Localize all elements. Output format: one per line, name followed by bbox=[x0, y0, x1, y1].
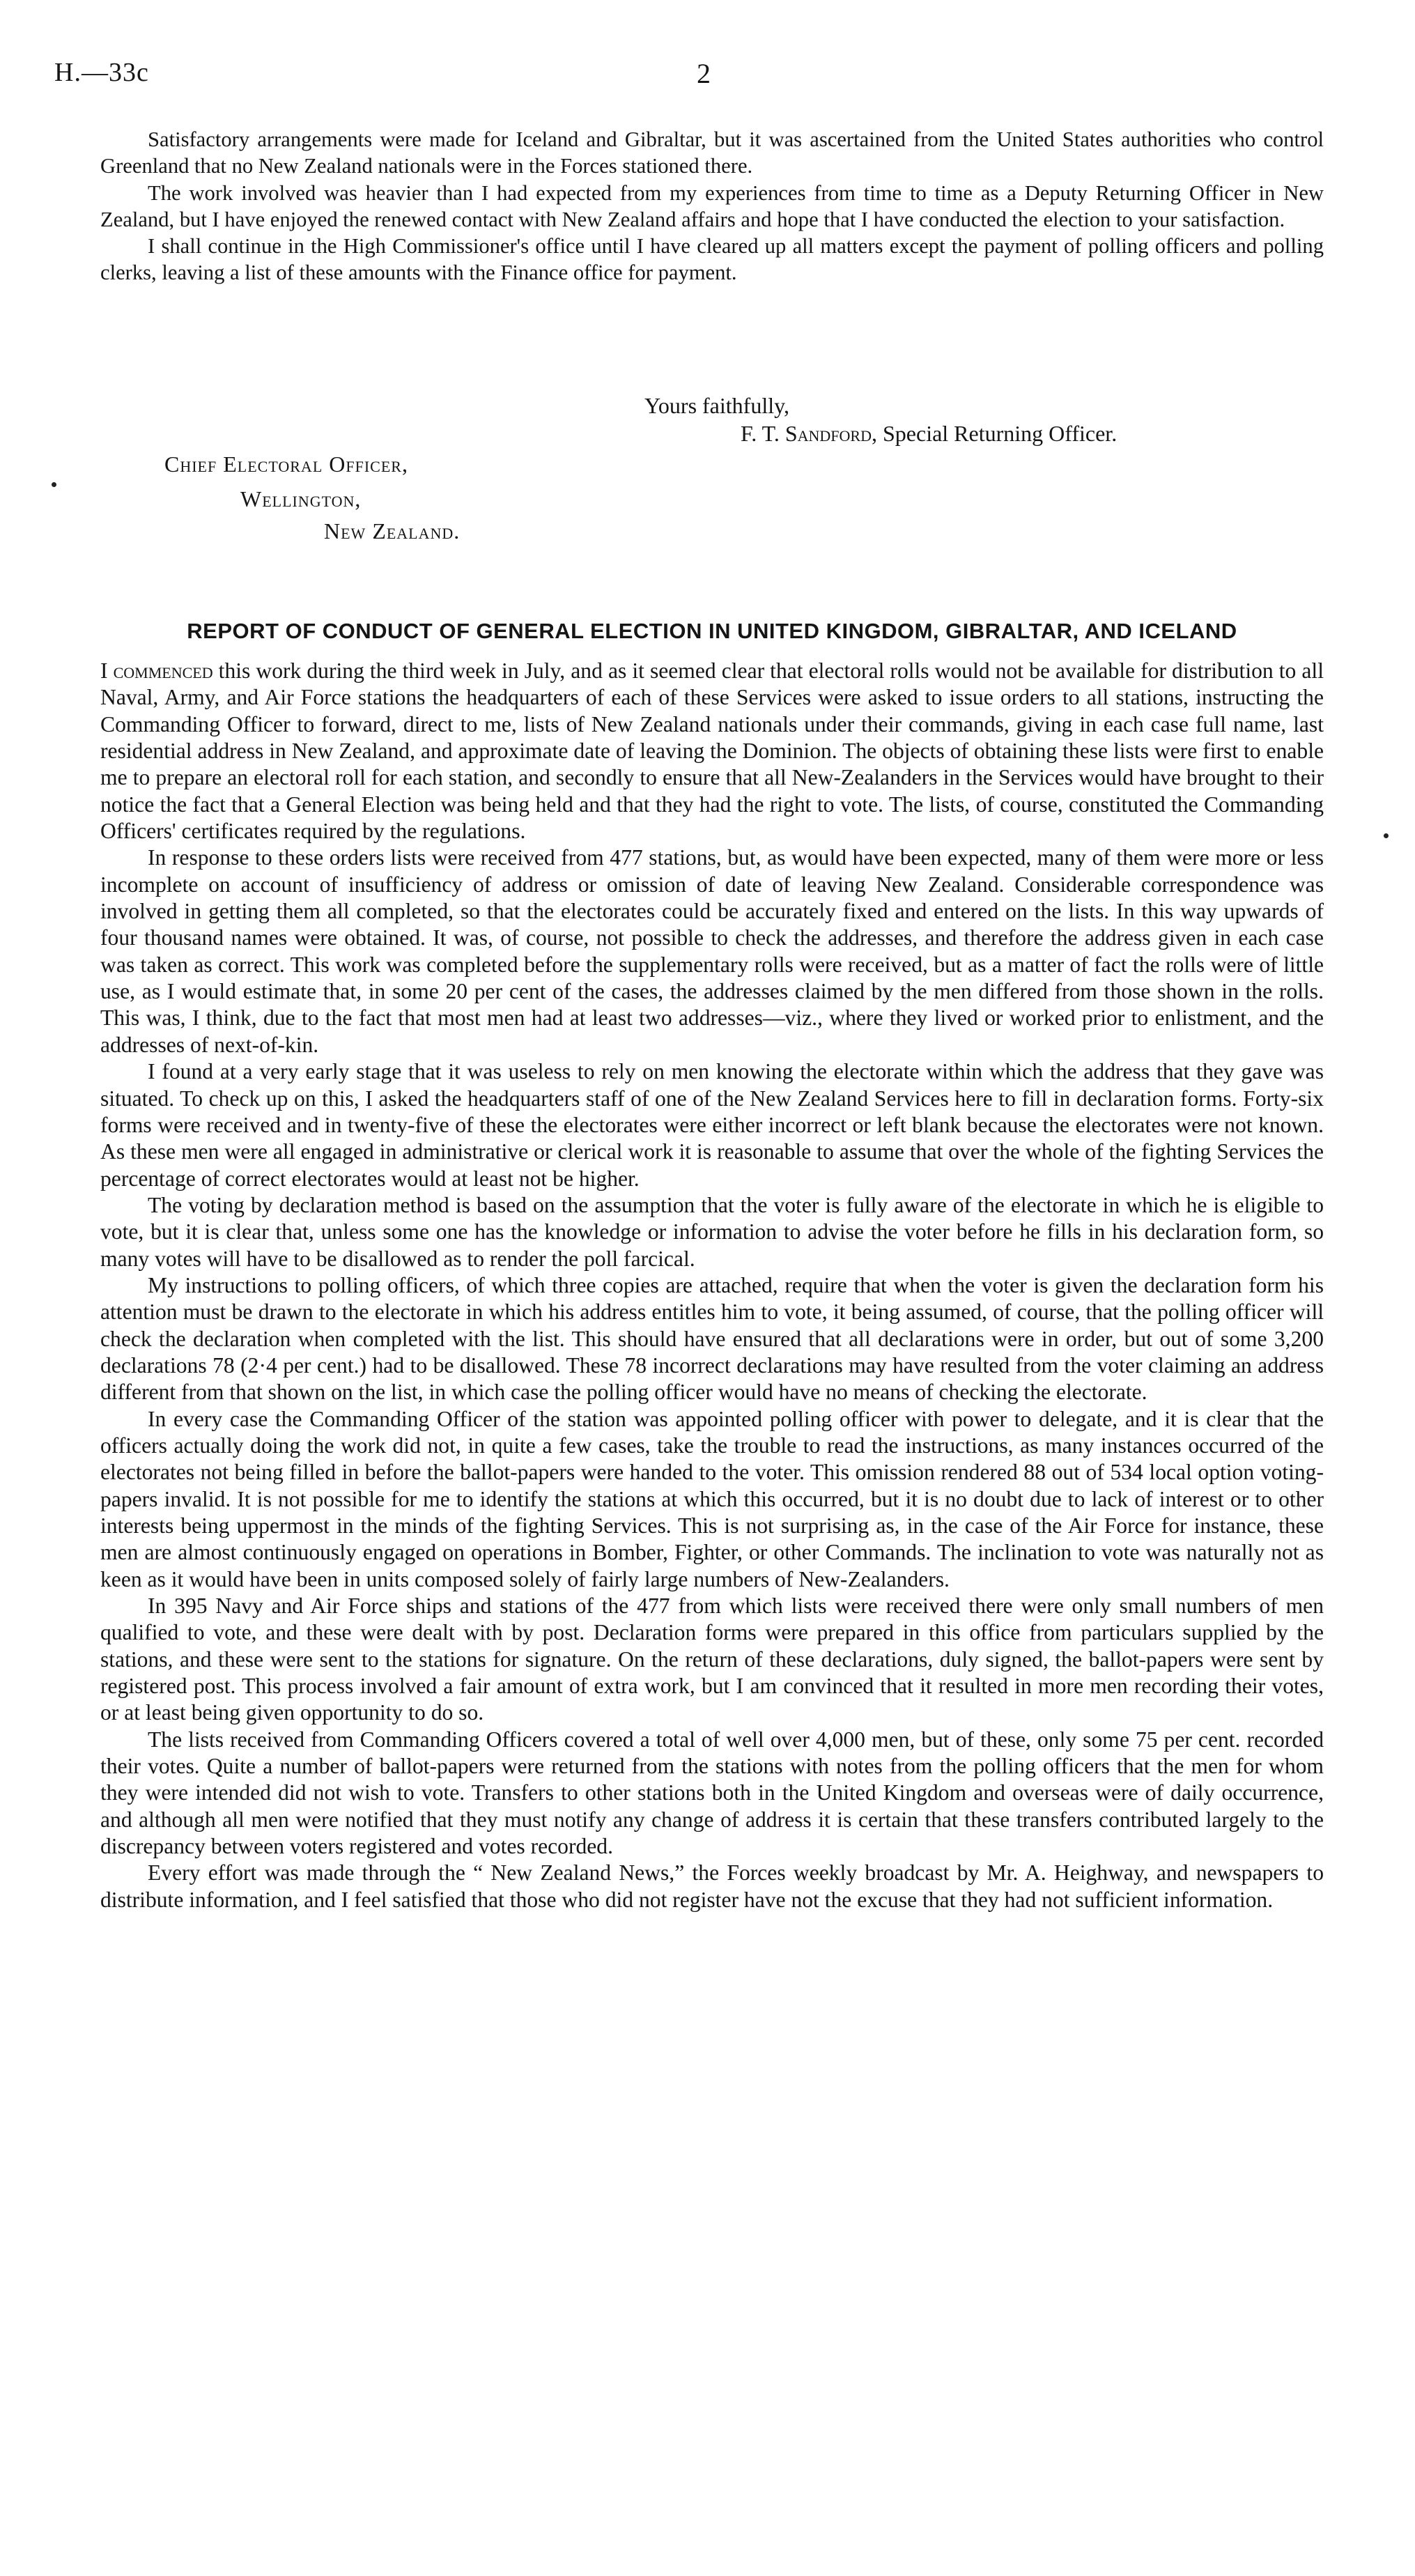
report-paragraph: I found at a very early stage that it was useless to rely on men knowing the electorate within which the address that they gave was situated. To check up on this, I asked the headquarters staff of one of the New Zealand Services here to fill in declaration forms. Forty-six forms were received and in twenty-five of these the electorates were either incorrect or left blank because the electorates were not known. As these men were all engaged in administrative or clerical work it is reasonable to assume that over the whole of the fighting Services the percentage of correct electorates would at least not be higher. bbox=[100, 1059, 1324, 1191]
report-title: REPORT OF CONDUCT OF GENERAL ELECTION IN UNITED KINGDOM, GIBRALTAR, AND ICELAND bbox=[187, 619, 1237, 643]
report-paragraph bbox=[100, 658, 1324, 844]
addressee-line-3: New Zealand. bbox=[324, 518, 461, 543]
letter-paragraph: The work involved was heavier than I had expected from my experiences from time to time as a Deputy Returning Officer in New Zealand, but I have enjoyed the renewed contact with New Zealand affairs and hope that I have conducted the election to your satisfaction. bbox=[100, 180, 1324, 231]
margin-speck bbox=[1384, 833, 1389, 838]
report-paragraph: In response to these orders lists were received from 477 stations, but, as would have been expected, many of them were more or less incomplete on account of insufficiency of address or omission of date of leaving New Zealand. Considerable correspondence was involved in getting them all completed, so that the electorates could be accurately fixed and entered on the lists. In this way upwards of four thousand names were obtained. It was, of course, not possible to check the addresses, and therefore the address given in each case was taken as correct. This work was completed before the supplementary rolls were received, but as a matter of fact the rolls were of little use, as I would estimate that, in some 20 per cent of the cases, the addresses claimed by the men differed from those shown in the rolls. This was, I think, due to the fact that most men had at least two addresses—viz., where they lived or worked prior to enlistment, and the addresses of next-of-kin. bbox=[100, 845, 1324, 1057]
page-number: 2 bbox=[697, 58, 711, 89]
signature-line bbox=[741, 421, 1117, 447]
margin-speck bbox=[52, 482, 56, 487]
signature-surname: Sandford bbox=[784, 421, 872, 446]
addressee-line-1: Chief Electoral Officer, bbox=[164, 452, 408, 477]
letter-body bbox=[100, 126, 1324, 286]
signature-title: , Special Returning Officer. bbox=[871, 421, 1118, 446]
report-paragraph: The voting by declaration method is based on the assumption that the voter is fully aware of the electorate in which he is eligible to vote, but it is clear that, unless some one has the knowledge or information to advise the voter before he fills in his declaration form, so many votes will have to be disallowed as to render the poll farcical. bbox=[100, 1192, 1324, 1271]
report-lead-words: I commenced bbox=[100, 658, 213, 683]
report-body bbox=[100, 658, 1324, 1913]
letter-paragraph: Satisfactory arrangements were made for Iceland and Gibraltar, but it was ascertained from the United States authorities who control Greenland that no New Zealand nationals were in the Forces stationed there. bbox=[100, 128, 1324, 178]
letter-closing: Yours faithfully, bbox=[644, 393, 790, 418]
signature-initials: F. T. bbox=[741, 421, 780, 446]
report-paragraph: The lists received from Commanding Officers covered a total of well over 4,000 men, but of these, only some 75 per cent. recorded their votes. Quite a number of ballot-papers were returned from the stations with notes from the polling officers that the men for whom they were intended did not wish to vote. Transfers to other stations both in the United Kingdom and overseas were of daily occurrence, and although all men were notified that they must notify any change of address it is certain that these transfers contributed largely to the discrepancy between voters registered and votes recorded. bbox=[100, 1727, 1324, 1859]
report-first-paragraph-text: this work during the third week in July, and as it seemed clear that electoral rolls would not be available for distribution to all Naval, Army, and Air Force stations the headquarters of each of these Services were asked to issue orders to all stations, instructing the Commanding Officer to forward, direct to me, lists of New Zealand nationals under their commands, giving in each case full name, last residential address in New Zealand, and approximate date of leaving the Dominion. The objects of obtaining these lists were first to enable me to prepare an electoral roll for each station, and secondly to ensure that all New-Zealanders in the Services would have brought to their notice the fact that a General Election was being held and that they had the right to vote. The lists, of course, constituted the Commanding Officers' certificates required by the regulations. bbox=[100, 658, 1324, 844]
document-reference: H.—33c bbox=[54, 58, 149, 87]
addressee-line-2: Wellington, bbox=[240, 486, 362, 511]
report-paragraph: In every case the Commanding Officer of the station was appointed polling officer with power to delegate, and it is clear that the officers actually doing the work did not, in quite a few cases, take the trouble to read the instructions, as many instances occurred of the electorates not being filled in before the ballot-papers were handed to the voter. This omission rendered 88 out of 534 local option voting-papers invalid. It is not possible for me to identify the stations at which this occurred, but it is no doubt due to lack of interest or to other interests being uppermost in the minds of the fighting Services. This is not surprising as, in the case of the Air Force for instance, these men are almost continuously engaged on operations in Bomber, Fighter, or other Commands. The inclination to vote was naturally not as keen as it would have been in units composed solely of fairly large numbers of New-Zealanders. bbox=[100, 1406, 1324, 1591]
letter-paragraph: I shall continue in the High Commissioner's office until I have cleared up all matters except the payment of polling officers and polling clerks, leaving a list of these amounts with the Finance office for payment. bbox=[100, 234, 1324, 285]
report-paragraph: Every effort was made through the “ New Zealand News,” the Forces weekly broadcast by Mr. A. Heighway, and newspapers to distribute information, and I feel satisfied that those who did not register have not the excuse that they had not sufficient information. bbox=[100, 1860, 1324, 1912]
report-paragraph: My instructions to polling officers, of which three copies are attached, require that when the voter is given the declaration form his attention must be drawn to the electorate in which his address entitles him to vote, it being assumed, of course, that the polling officer will check the declaration when completed with the list. This should have ensured that all declarations were in order, but out of some 3,200 declarations 78 (2·4 per cent.) had to be disallowed. These 78 incorrect declarations may have resulted from the voter claiming an address different from that shown on the list, in which case the polling officer would have no means of checking the electorate. bbox=[100, 1272, 1324, 1405]
report-paragraph: In 395 Navy and Air Force ships and stations of the 477 from which lists were received there were only small numbers of men qualified to vote, and these were dealt with by post. Declaration forms were prepared in this office from particulars supplied by the stations, and these were sent to the stations for signature. On the return of these declarations, duly signed, the ballot-papers were sent by registered post. This process involved a fair amount of extra work, but I am convinced that it resulted in more men recording their votes, or at least being given opportunity to do so. bbox=[100, 1594, 1324, 1725]
